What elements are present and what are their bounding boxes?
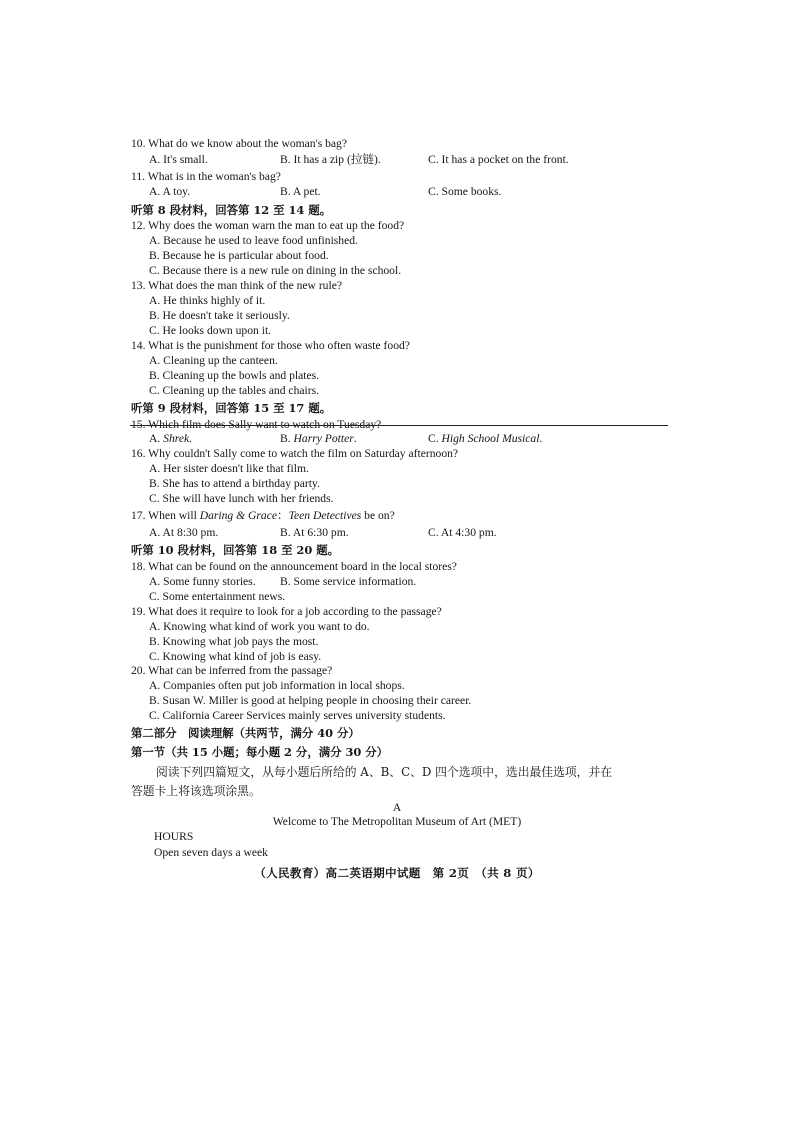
q11-option-c: C. Some books. xyxy=(428,185,502,198)
q14-option-c: C. Cleaning up the tables and chairs. xyxy=(149,384,320,397)
q15-option-c: C. High School Musical. xyxy=(428,432,543,445)
q13-option-c: C. He looks down upon it. xyxy=(149,324,272,337)
q17-option-c: C. At 4:30 pm. xyxy=(428,526,497,539)
question-17: 17. When will Daring & Grace：Teen Detectives be on? xyxy=(131,509,395,522)
q16-option-b: B. She has to attend a birthday party. xyxy=(149,477,320,490)
q10-option-b: B. It has a zip (拉链). xyxy=(280,153,381,166)
q19-option-a: A. Knowing what kind of work you want to do. xyxy=(149,620,370,633)
q19-option-b: B. Knowing what job pays the most. xyxy=(149,635,319,648)
question-15: 15. Which film does Sally want to watch on Tuesday? xyxy=(131,418,382,431)
q18-option-c: C. Some entertainment news. xyxy=(149,590,286,603)
section-1-header: 第一节（共 15 小题；每小题 2 分，满分 30 分） xyxy=(131,745,389,759)
question-14: 14. What is the punishment for those who often waste food? xyxy=(131,339,410,352)
hours-label: HOURS xyxy=(154,830,194,843)
q10-option-a: A. It's small. xyxy=(149,153,208,166)
q20-option-b: B. Susan W. Miller is good at helping people in choosing their career. xyxy=(149,694,472,707)
q14-option-b: B. Cleaning up the bowls and plates. xyxy=(149,369,320,382)
section-8-header: 听第 8 段材料，回答第 12 至 14 题。 xyxy=(131,203,332,217)
reading-instruction-line-1: 阅读下列四篇短文，从每小题后所给的 A、B、C、D 四个选项中，选出最佳选项，并在 xyxy=(156,765,613,779)
q15-option-b: B. Harry Potter. xyxy=(280,432,357,445)
q14-option-a: A. Cleaning up the canteen. xyxy=(149,354,278,367)
passage-letter: A xyxy=(392,801,402,814)
question-18: 18. What can be found on the announcement board in the local stores? xyxy=(131,560,457,573)
q20-option-a: A. Companies often put job information in local shops. xyxy=(149,679,405,692)
q12-option-c: C. Because there is a new rule on dining in the school. xyxy=(149,264,402,277)
question-10: 10. What do we know about the woman's bag? xyxy=(131,137,347,150)
part-2-header: 第二部分 阅读理解（共两节，满分 40 分） xyxy=(131,726,360,740)
hours-text: Open seven days a week xyxy=(154,846,268,859)
q16-option-a: A. Her sister doesn't like that film. xyxy=(149,462,309,475)
q15-option-a: A. Shrek. xyxy=(149,432,193,445)
q11-option-b: B. A pet. xyxy=(280,185,321,198)
reading-instruction-line-2: 答题卡上将该选项涂黑。 xyxy=(131,784,261,798)
question-12: 12. Why does the woman warn the man to eat up the food? xyxy=(131,219,405,232)
question-13: 13. What does the man think of the new rule? xyxy=(131,279,342,292)
q19-option-c: C. Knowing what kind of job is easy. xyxy=(149,650,322,663)
q13-option-a: A. He thinks highly of it. xyxy=(149,294,266,307)
question-19: 19. What does it require to look for a job according to the passage? xyxy=(131,605,442,618)
q20-option-c: C. California Career Services mainly serves university students. xyxy=(149,709,446,722)
q16-option-c: C. She will have lunch with her friends. xyxy=(149,492,334,505)
q18-option-b: B. Some service information. xyxy=(280,575,417,588)
question-20: 20. What can be inferred from the passage? xyxy=(131,664,333,677)
section-10-header: 听第 10 段材料，回答第 18 至 20 题。 xyxy=(131,543,340,557)
question-16: 16. Why couldn't Sally come to watch the film on Saturday afternoon? xyxy=(131,447,459,460)
scan-line-artifact xyxy=(130,425,668,426)
q17-option-b: B. At 6:30 pm. xyxy=(280,526,349,539)
page-footer: （人民教育）高二英语期中试题 第 2页 （共 8 页） xyxy=(254,866,540,880)
q17-option-a: A. At 8:30 pm. xyxy=(149,526,219,539)
question-11: 11. What is in the woman's bag? xyxy=(131,170,281,183)
q10-option-c: C. It has a pocket on the front. xyxy=(428,153,569,166)
passage-title: Welcome to The Metropolitan Museum of Art (MET) xyxy=(272,815,522,828)
q11-option-a: A. A toy. xyxy=(149,185,191,198)
q18-option-a: A. Some funny stories. xyxy=(149,575,256,588)
section-9-header: 听第 9 段材料，回答第 15 至 17 题。 xyxy=(131,401,332,415)
q12-option-b: B. Because he is particular about food. xyxy=(149,249,329,262)
q12-option-a: A. Because he used to leave food unfinished. xyxy=(149,234,358,247)
q13-option-b: B. He doesn't take it seriously. xyxy=(149,309,290,322)
